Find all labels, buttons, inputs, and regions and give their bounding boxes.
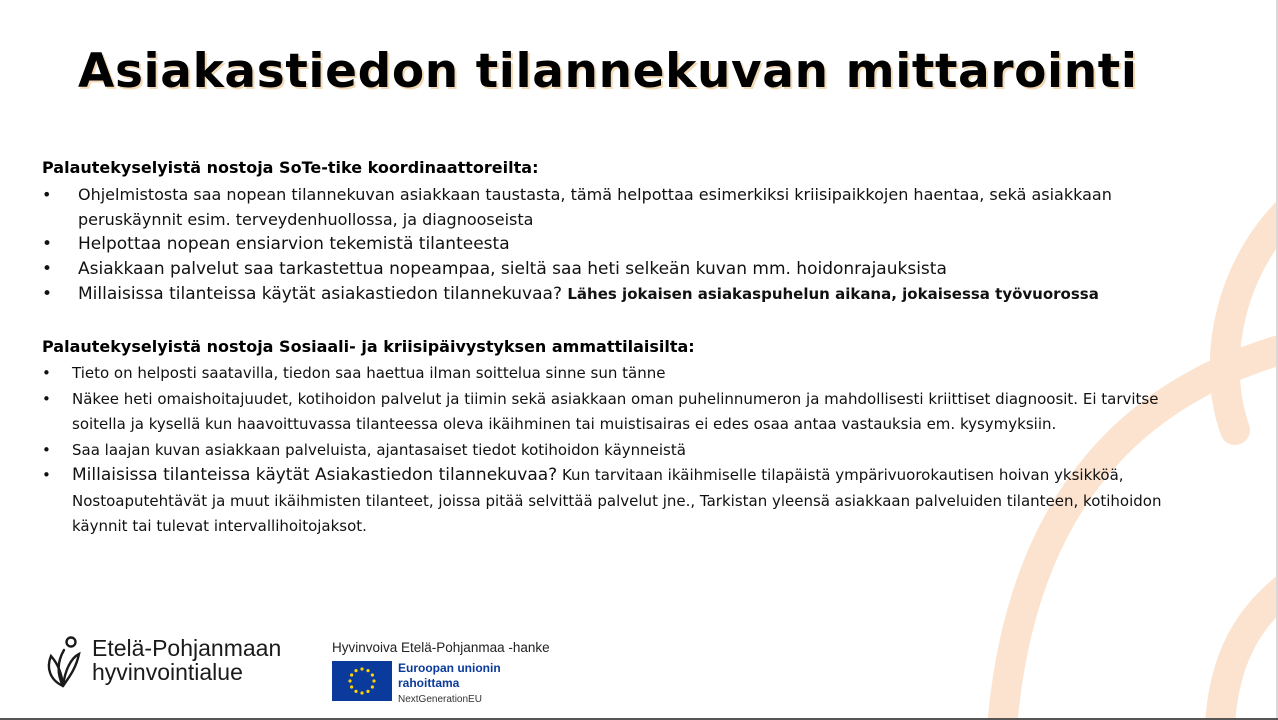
project-name: Hyvinvoiva Etelä-Pohjanmaa -hanke (332, 640, 550, 655)
bullet-icon: • (42, 234, 53, 254)
bullet-icon: • (42, 389, 51, 408)
section-coordinators (42, 157, 1192, 307)
brand-line-2: hyvinvointialue (92, 659, 243, 685)
bullet-icon: • (42, 185, 52, 204)
brand-name (92, 636, 281, 684)
leaf-logo-icon (44, 636, 84, 688)
brand-line-1: Etelä-Pohjanmaan (92, 635, 282, 661)
list-item (42, 257, 1192, 282)
question-text: Millaisissa tilanteissa käytät Asiakastiedon tilannekuvaa? (72, 465, 558, 485)
bullet-icon: • (42, 364, 51, 382)
list-item-text: Helpottaa nopean ensiarvion tekemistä tilanteesta (78, 234, 510, 254)
answer-text: Kun tarvitaan ikäihmiselle tilapäistä ympärivuorokautisen hoivan yksikköä, Nostoaputehtävät ja muut ikäihmisten tilanteet, joissa pitää selvittää palvelut jne., Tarkistan yleensä asiakkaan palveluiden tilanteen, kotihoidon käynnit tai tulevat intervallihoitojaksot. (72, 466, 1162, 535)
bullet-icon: • (42, 259, 53, 279)
bullet-icon: • (42, 284, 53, 304)
list-item-text: Tieto on helposti saatavilla, tiedon saa haettua ilman soittelua sinne sun tänne (72, 364, 666, 382)
eu-funding-line: rahoittama (398, 676, 460, 690)
list-item (42, 463, 1192, 540)
bullet-icon: • (42, 440, 51, 459)
section-social-crisis (42, 336, 1192, 540)
list-item (42, 182, 1192, 232)
section-heading: Palautekyselyistä nostoja SoTe-tike koordinaattoreilta: (42, 158, 539, 177)
list-item (42, 387, 1192, 438)
list-item (42, 361, 1192, 387)
eu-flag-icon (332, 661, 392, 701)
project-info (332, 640, 550, 707)
page-title: Asiakastiedon tilannekuvan mittarointi (78, 44, 1138, 99)
answer-text: Lähes jokaisen asiakaspuhelun aikana, jokaisessa työvuorossa (567, 285, 1099, 303)
list-item-text: Ohjelmistosta saa nopean tilannekuvan asiakkaan taustasta, tämä helpottaa esimerkiksi kriisipaikkojen haentaa, sekä asiakkaan peruskäynnit esim. terveydenhuollossa, ja diagnooseista (78, 185, 1112, 229)
bullet-icon: • (42, 466, 51, 484)
list-item-text: Asiakkaan palvelut saa tarkastettua nopeampaa, sieltä saa heti selkeän kuvan mm. hoidonrajauksista (78, 259, 947, 279)
question-text: Millaisissa tilanteissa käytät asiakastiedon tilannekuvaa? (78, 284, 562, 304)
list-item-text: Saa laajan kuvan asiakkaan palveluista, ajantasaiset tiedot kotihoidon käynneistä (72, 440, 686, 459)
eu-funding-badge (332, 661, 550, 707)
next-generation-eu-label: NextGenerationEU (398, 694, 482, 705)
eu-funding-text (398, 661, 501, 707)
list-item (42, 438, 1192, 464)
list-item-text: Näkee heti omaishoitajuudet, kotihoidon palvelut ja tiimin sekä asiakkaan oman puhelinnumeron ja mahdollisesti kriittiset diagnoosit. Ei tarvitse soitella ja kysellä kun haavoittuvassa tilanteessa oleva ikäihminen tai muistisairas ei edes osaa antaa vastauksia em. kysymyksiin. (72, 389, 1159, 433)
list-item (42, 232, 1192, 257)
section-heading: Palautekyselyistä nostoja Sosiaali- ja kriisipäivystyksen ammattilaisilta: (42, 337, 695, 356)
eu-funding-line: Euroopan unionin (398, 661, 501, 675)
list-item (42, 282, 1192, 307)
